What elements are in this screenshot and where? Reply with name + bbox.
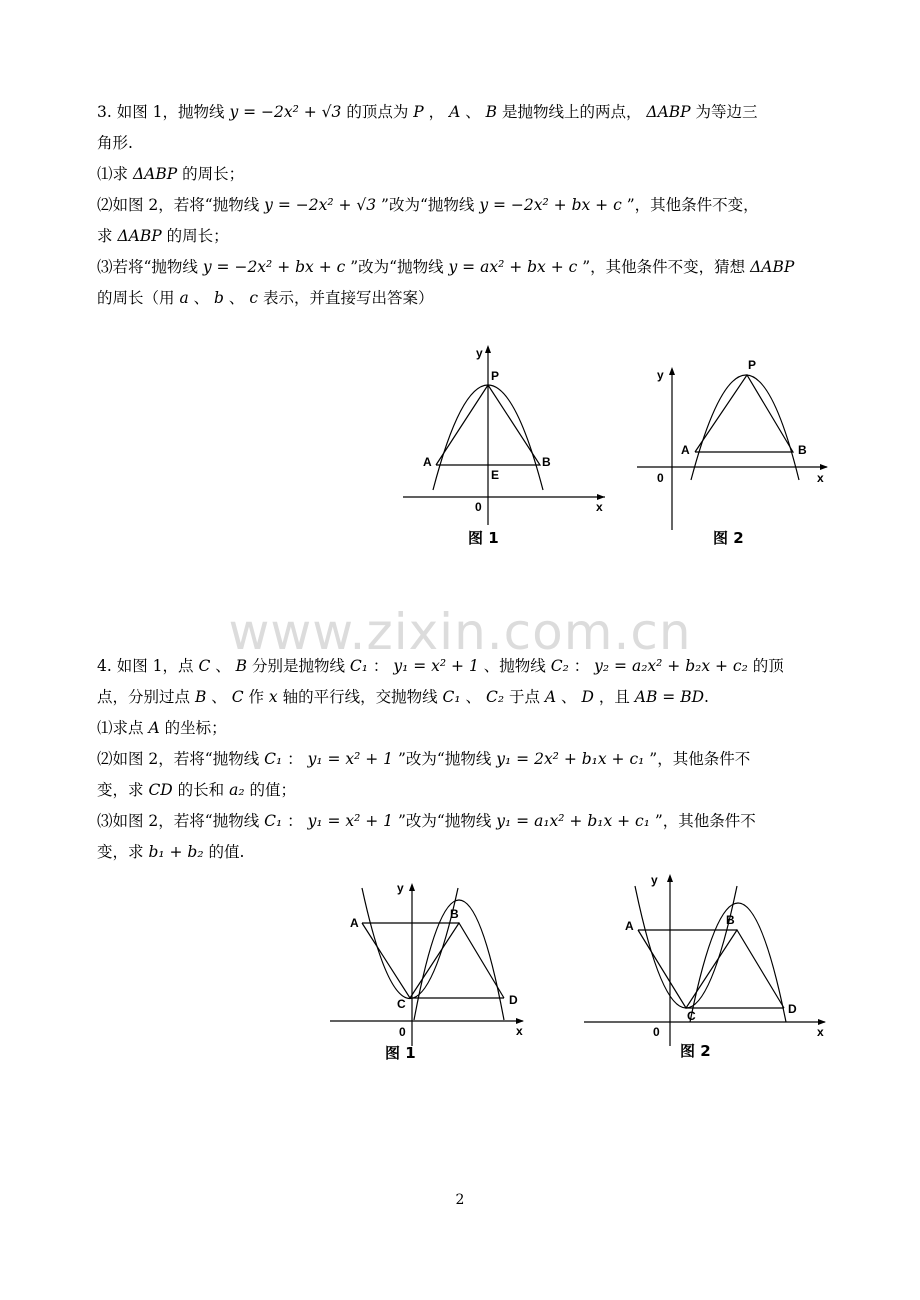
p3-question-3-cont: 的周长（用 a 、 b 、 c 表示，并直接写出答案） bbox=[97, 289, 434, 307]
parabola-c1 bbox=[635, 886, 737, 1008]
label-y: y bbox=[657, 368, 664, 382]
figure-p4-1 bbox=[328, 868, 538, 1068]
label-p: P bbox=[748, 358, 757, 372]
problem-3 bbox=[97, 97, 827, 314]
p4-line-1: 4. 如图 1，点 C 、 B 分别是抛物线 C₁ ： y₁ = x² + 1 、抛物线 C₂ ： y₂ = a₂x² + b₂x + c₂ 的顶 bbox=[97, 657, 784, 675]
label-origin: 0 bbox=[475, 500, 482, 514]
p4-question-3: ⑶如图 2，若将“抛物线 C₁ ： y₁ = x² + 1 ”改为“抛物线 y₁ = a₁x² + b₁x + c₁ ”，其他条件不 bbox=[97, 812, 756, 830]
figure-caption: 图 2 bbox=[713, 529, 744, 547]
y-arrow-icon bbox=[667, 874, 673, 882]
figure-caption: 图 1 bbox=[385, 1044, 416, 1062]
parabola-c1 bbox=[362, 888, 458, 999]
label-c: C bbox=[397, 997, 406, 1011]
p3-question-3: ⑶若将“抛物线 y = −2x² + bx + c ”改为“抛物线 y = ax² + bx + c ”，其他条件不变，猜想 ΔABP bbox=[97, 258, 795, 276]
equation: y = −2x² + √3 bbox=[229, 103, 342, 121]
label-x: x bbox=[817, 471, 824, 485]
label-origin: 0 bbox=[399, 1025, 406, 1039]
y-arrow-icon bbox=[485, 345, 491, 353]
label-y: y bbox=[397, 881, 404, 895]
label-b: B bbox=[798, 443, 807, 457]
p3-line-2: 角形. bbox=[97, 134, 133, 152]
parabola bbox=[691, 375, 799, 480]
label-origin: 0 bbox=[653, 1025, 660, 1039]
label-b: B bbox=[726, 913, 735, 927]
label-y: y bbox=[476, 346, 483, 360]
p3-question-1: ⑴求 ΔABP 的周长； bbox=[97, 165, 245, 183]
p4-question-3-cont: 变，求 b₁ + b₂ 的值. bbox=[97, 843, 245, 861]
label-d: D bbox=[788, 1002, 797, 1016]
watermark: www.zixin.com.cn bbox=[228, 603, 692, 661]
label-e: E bbox=[491, 468, 500, 482]
problem-4 bbox=[97, 651, 827, 868]
figure-p4-2 bbox=[580, 868, 830, 1068]
label-p: P bbox=[491, 369, 500, 383]
label-b: B bbox=[450, 907, 459, 921]
figure-caption: 图 2 bbox=[680, 1042, 711, 1060]
label-b: B bbox=[542, 455, 551, 469]
label-a: A bbox=[681, 443, 690, 457]
p4-question-2: ⑵如图 2，若将“抛物线 C₁ ： y₁ = x² + 1 ”改为“抛物线 y₁ = 2x² + b₁x + c₁ ”，其他条件不 bbox=[97, 750, 751, 768]
figure-p3-1 bbox=[395, 335, 615, 555]
label-x: x bbox=[596, 500, 603, 514]
figure-caption: 图 1 bbox=[468, 529, 499, 547]
label-a: A bbox=[625, 919, 634, 933]
y-arrow-icon bbox=[409, 883, 415, 891]
label-y: y bbox=[651, 873, 658, 887]
p4-question-1: ⑴求点 A 的坐标； bbox=[97, 719, 227, 737]
label-d: D bbox=[509, 993, 518, 1007]
label-origin: 0 bbox=[657, 471, 664, 485]
y-arrow-icon bbox=[669, 367, 675, 375]
label-x: x bbox=[516, 1024, 523, 1038]
label-c: C bbox=[687, 1009, 696, 1023]
parabola-c2 bbox=[690, 903, 786, 1022]
parabola-c2 bbox=[414, 900, 504, 1020]
label-a: A bbox=[423, 455, 432, 469]
label-x: x bbox=[817, 1025, 824, 1039]
x-arrow-icon bbox=[820, 464, 828, 470]
label-a: A bbox=[350, 916, 359, 930]
figure-p3-2 bbox=[635, 355, 835, 555]
page-number: 2 bbox=[455, 1192, 465, 1208]
p3-question-2: ⑵如图 2，若将“抛物线 y = −2x² + √3 ”改为“抛物线 y = −2x² + bx + c ”，其他条件不变， bbox=[97, 196, 759, 214]
p3-line-1: 3. 如图 1，抛物线 y = −2x² + √3 的顶点为 P ， A 、 B 是抛物线上的两点， ΔABP 为等边三 bbox=[97, 103, 758, 121]
p4-line-2: 点，分别过点 B 、 C 作 x 轴的平行线，交抛物线 C₁ 、 C₂ 于点 A 、 D ，且 AB = BD. bbox=[97, 688, 709, 706]
p3-question-2-cont: 求 ΔABP 的周长； bbox=[97, 227, 229, 245]
p4-question-2-cont: 变，求 CD 的长和 a₂ 的值； bbox=[97, 781, 296, 799]
